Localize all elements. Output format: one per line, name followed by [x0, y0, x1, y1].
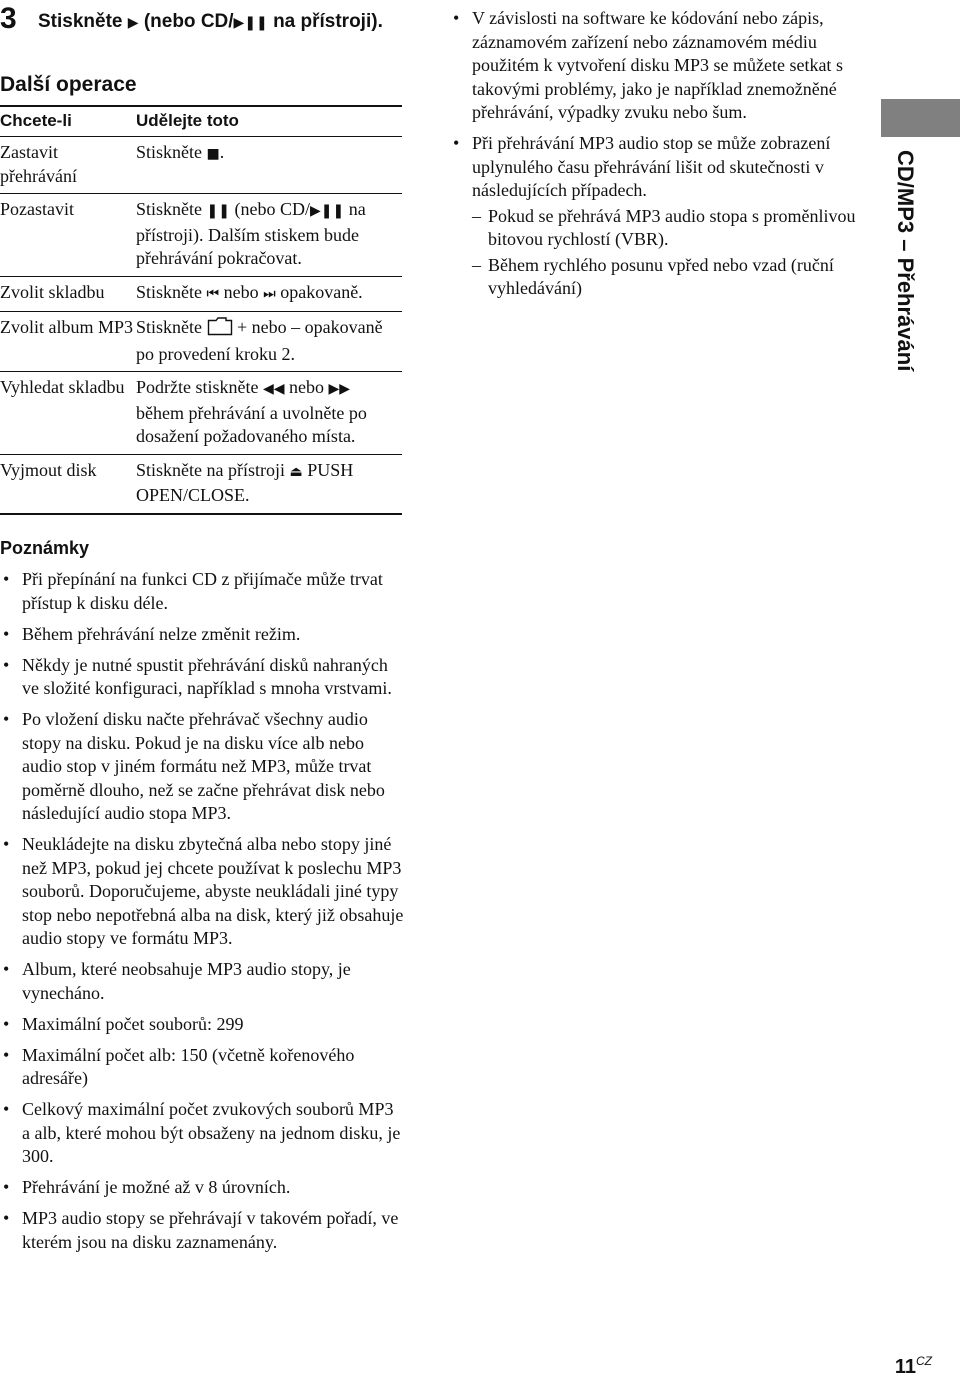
list-item: [0, 1044, 405, 1091]
col-header-want: Chcete-li: [0, 106, 136, 137]
cell-text: během přehrávání a uvolněte po dosažení požadovaného místa.: [136, 402, 367, 446]
cell-want: Zastavit přehrávání: [0, 137, 136, 194]
table-row: [0, 454, 402, 514]
list-item: [0, 833, 405, 951]
note-text: Během přehrávání nelze změnit režim.: [22, 623, 301, 644]
cell-do: [136, 137, 402, 194]
bullet: •: [453, 133, 460, 153]
cell-text: na přístroji). Dalším stiskem bude přehrávání pokračovat.: [136, 199, 366, 268]
cell-text: Podržte stiskněte: [136, 377, 259, 397]
rewind-icon: ◀◀: [262, 381, 285, 397]
cell-text: nebo: [289, 377, 325, 397]
note-text: Maximální počet souborů: 299: [22, 1013, 244, 1034]
step-text: [38, 10, 398, 35]
folder-icon: [207, 316, 233, 343]
bullet: •: [3, 654, 10, 675]
table-row: [0, 372, 402, 455]
table-row: [0, 276, 402, 312]
play-icon: ▶: [127, 15, 139, 31]
cell-text: Stiskněte: [136, 317, 202, 337]
cell-text: (nebo CD/: [234, 199, 310, 219]
bullet: •: [3, 1177, 10, 1197]
cell-text: nebo: [223, 281, 259, 302]
list-item: [0, 623, 405, 647]
step-text-end: na přístroji).: [273, 11, 383, 32]
note-text: Někdy je nutné spustit přehrávání disků nahraných ve složité konfiguraci, například s mnoha vrstvami.: [22, 654, 392, 698]
cell-do: [136, 372, 402, 455]
table-row: [0, 312, 402, 372]
bullet: •: [3, 959, 10, 979]
note-text: Při přepínání na funkci CD z přijímače může trvat přístup k disku déle.: [22, 569, 383, 613]
list-item: [0, 708, 405, 826]
previous-track-icon: ⏮: [206, 285, 220, 302]
list-item: [0, 568, 405, 615]
bullet: •: [3, 1208, 10, 1228]
bullet: •: [3, 623, 10, 644]
cell-do: [136, 454, 402, 514]
operations-heading: Další operace: [0, 73, 137, 96]
step-text-after: (nebo CD/: [143, 11, 234, 32]
note-text: Přehrávání je možné až v 8 úrovních.: [22, 1177, 291, 1197]
sub-list-item: [472, 254, 870, 301]
bullet: •: [3, 569, 10, 589]
cell-text: Stiskněte: [136, 199, 202, 219]
section-label: CD/MP3 – Přehrávání: [893, 150, 918, 372]
note-text: MP3 audio stopy se přehrávají v takovém pořadí, ve kterém jsou na disku zaznamenány.: [22, 1208, 399, 1252]
cell-text: Stiskněte na přístroji: [136, 459, 285, 480]
section-label-wrap: [890, 150, 920, 390]
note-text: V závislosti na software ke kódování nebo zápis, záznamovém zařízení nebo záznamovém médiu použitém k vytvoření disku MP3 se můžete setkat s takovými problémy, jako je například znemožněné přehrávání, výpadky zvuku nebo šum.: [472, 8, 843, 122]
table-row: [0, 137, 402, 194]
note-text: Maximální počet alb: 150 (včetně kořenového adresáře): [22, 1044, 355, 1088]
page-number-suffix: CZ: [916, 1354, 932, 1368]
list-item: [0, 1176, 405, 1200]
play-pause-icon: ▶❚❚: [309, 203, 345, 219]
list-item: [0, 958, 405, 1005]
list-item: [0, 654, 405, 701]
section-tab-marker: [881, 99, 960, 137]
cell-text: + nebo – opakovaně po provedení kroku 2.: [136, 317, 383, 364]
bullet: •: [3, 709, 10, 729]
cell-want: Zvolit album MP3: [0, 312, 136, 372]
dash: –: [472, 254, 481, 275]
note-text: Neukládejte na disku zbytečná alba nebo stopy jiné než MP3, pokud jej chcete používat k poslechu MP3 souborů. Doporučujeme, abyste neukládali jiné typy stop nebo nepotřebná alba na disk, který již obsahuje audio stopy ve formátu MP3.: [22, 834, 404, 948]
cell-want: Pozastavit: [0, 194, 136, 277]
cell-do: [136, 194, 402, 277]
page-number: [895, 1350, 932, 1378]
bullet: •: [3, 1013, 10, 1034]
table-header-row: [0, 106, 402, 137]
step-text-before: Stiskněte: [38, 11, 123, 32]
table-row: [0, 194, 402, 277]
list-item: [450, 132, 870, 301]
bullet: •: [3, 1099, 10, 1119]
fast-forward-icon: ▶▶: [328, 381, 351, 397]
notes-list: [0, 568, 405, 1262]
note-text: Celkový maximální počet zvukových souborů MP3 a alb, které mohou být obsaženy na jednom disku, je 300.: [22, 1099, 401, 1166]
step-number: 3: [0, 2, 17, 35]
sub-list-item: [472, 205, 870, 252]
list-item: [0, 1013, 405, 1037]
notes-heading: Poznámky: [0, 538, 90, 558]
operations-table: [0, 105, 402, 515]
cell-text: Stiskněte: [136, 142, 202, 162]
cell-text: Stiskněte: [136, 281, 202, 302]
note-text: Album, které neobsahuje MP3 audio stopy, je vynecháno.: [22, 959, 351, 1003]
cell-text: PUSH OPEN/CLOSE.: [136, 459, 354, 505]
cell-want: Vyjmout disk: [0, 454, 136, 514]
right-notes-list: [450, 7, 870, 308]
note-text: Pokud se přehrává MP3 audio stopa s proměnlivou bitovou rychlostí (VBR).: [488, 205, 856, 249]
col-header-do: Udělejte toto: [136, 106, 402, 137]
cell-want: Vyhledat skladbu: [0, 372, 136, 455]
note-text: Po vložení disku načte přehrávač všechny audio stopy na disku. Pokud je na disku více alb nebo audio stop v jiném formátu než MP3, může trvat poměrně dlouho, než se začne přehrávat disk nebo následující audio stopa MP3.: [22, 709, 385, 823]
cell-text: opakovaně.: [280, 281, 363, 302]
eject-icon: ⏏: [289, 463, 303, 480]
cell-do: [136, 312, 402, 372]
sub-list: [472, 205, 870, 301]
list-item: [0, 1207, 405, 1254]
note-text: Během rychlého posunu vpřed nebo vzad (ruční vyhledávání): [488, 254, 834, 298]
bullet: •: [3, 1044, 10, 1065]
page-number-value: 11: [894, 1356, 916, 1378]
next-track-icon: ⏭: [263, 285, 276, 302]
cell-want: Zvolit skladbu: [0, 276, 136, 312]
cell-do: [136, 276, 402, 312]
bullet: •: [3, 834, 10, 854]
bullet: •: [453, 8, 460, 28]
note-text: Při přehrávání MP3 audio stop se může zobrazení uplynulého času přehrávání lišit od skutečnosti v následujících případech.: [472, 133, 831, 200]
list-item: [0, 1098, 405, 1169]
play-pause-icon: ▶❚❚: [233, 15, 268, 31]
pause-icon: ❚❚: [206, 203, 230, 219]
list-item: [450, 7, 870, 125]
cell-text: .: [219, 142, 225, 162]
stop-icon: ■: [206, 146, 220, 162]
dash: –: [472, 205, 481, 226]
